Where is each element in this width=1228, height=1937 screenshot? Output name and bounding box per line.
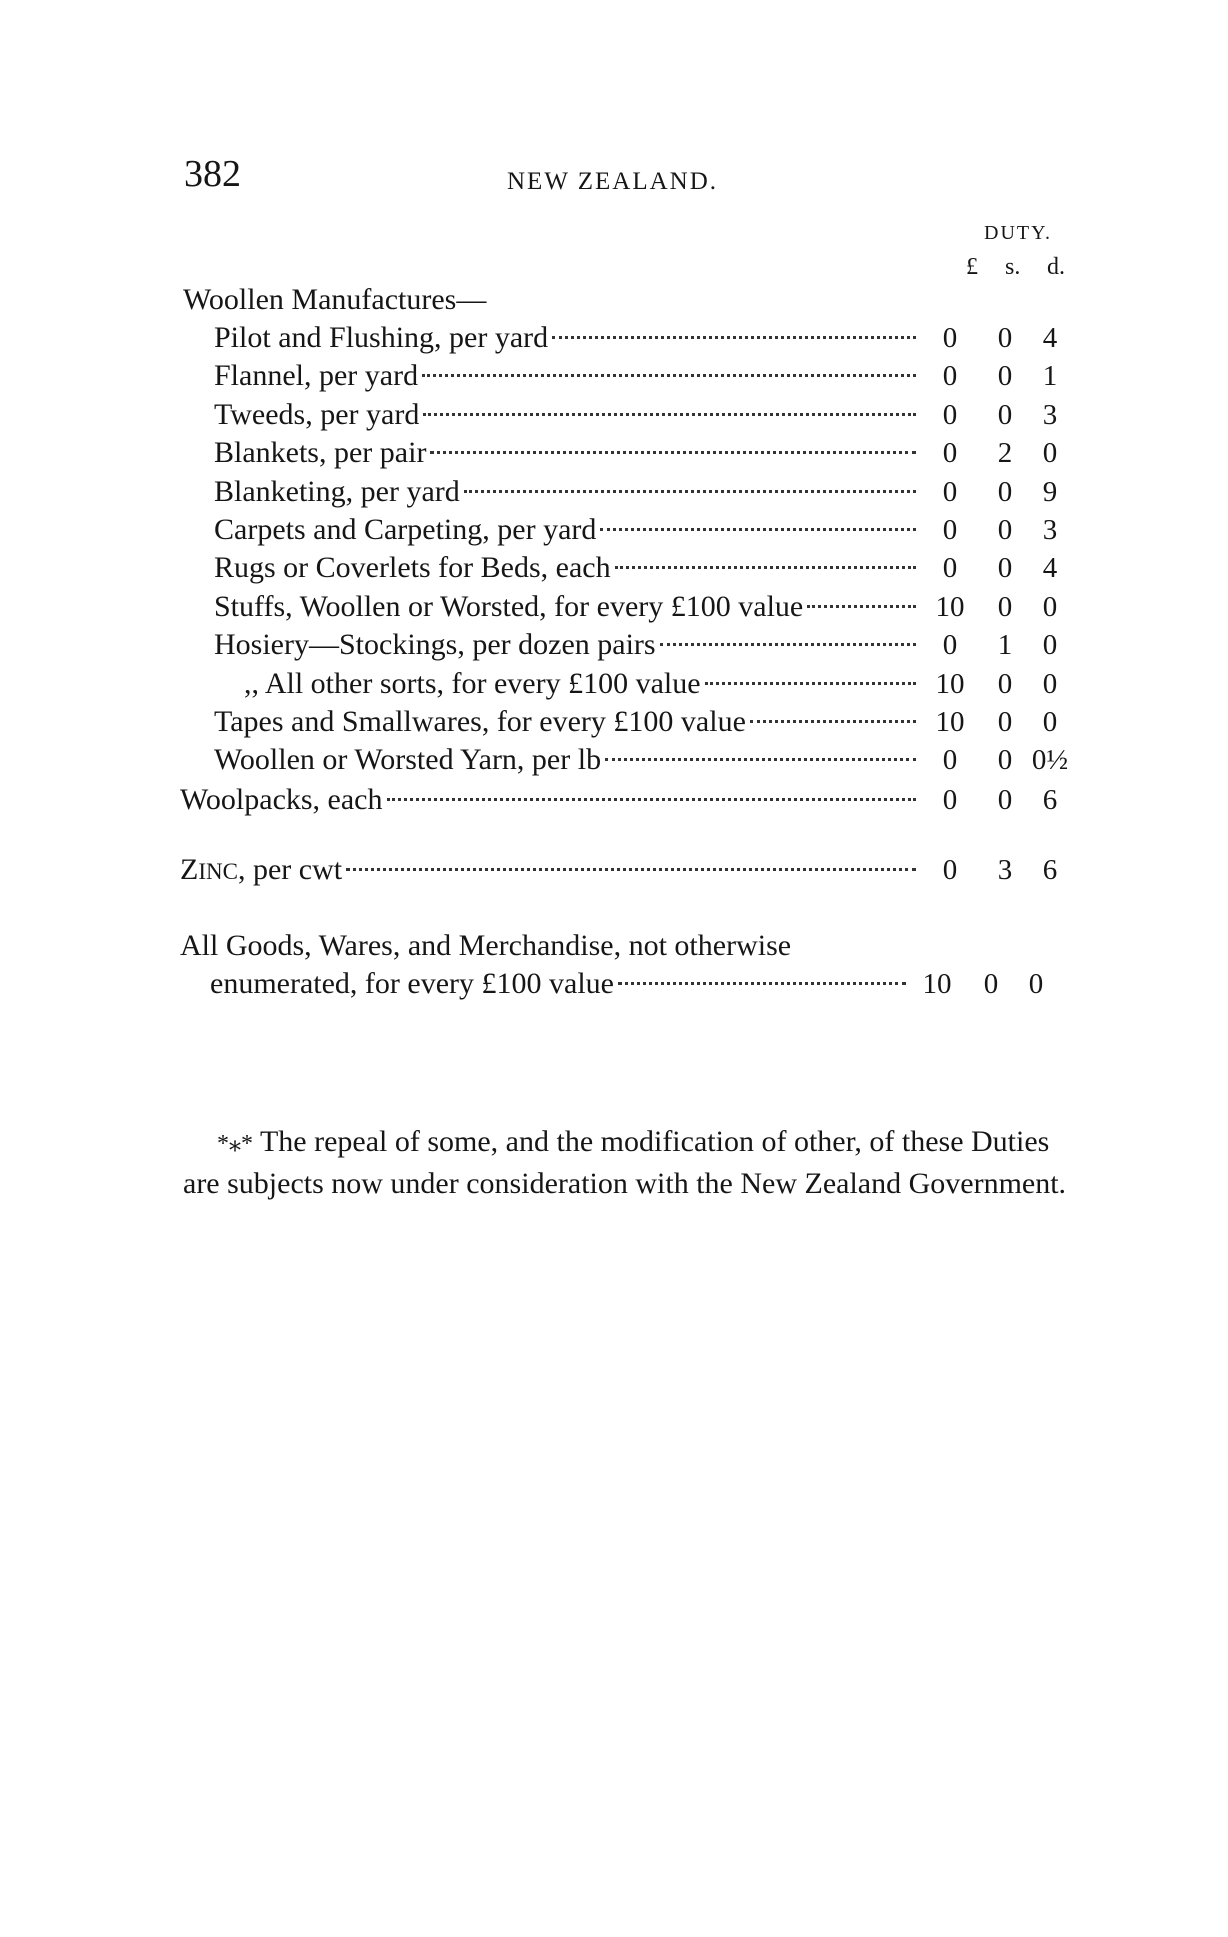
cell-shillings: 0 (997, 591, 1013, 623)
cell-pounds: 10 (922, 968, 952, 1000)
duty-header: DUTY. (984, 222, 1052, 244)
cell-pounds: 0 (942, 784, 958, 816)
cell-pounds: 10 (935, 706, 965, 738)
table-row (214, 435, 916, 471)
cell-shillings: 1 (997, 629, 1013, 661)
cell-shillings: 3 (997, 854, 1013, 886)
cell-pence: 3 (1042, 399, 1058, 431)
woolpacks-row (180, 782, 916, 818)
cell-shillings: 0 (997, 552, 1013, 584)
cell-shillings: 2 (997, 437, 1013, 469)
zinc-row (180, 852, 916, 888)
cell-pence: 0 (1042, 629, 1058, 661)
table-row (214, 550, 916, 586)
row-label: Blankets, per pair (214, 436, 427, 469)
row-label: Woolpacks, each (180, 783, 383, 816)
footnote (183, 1122, 1075, 1204)
cell-pence: 9 (1042, 476, 1058, 508)
column-head-pence: d. (1047, 254, 1065, 280)
leader-dots (387, 797, 917, 801)
all-goods-line1: All Goods, Wares, and Merchandise, not otherwise (180, 929, 792, 962)
cell-pence: 0 (1042, 591, 1058, 623)
table-row (214, 474, 916, 510)
section-heading: Woollen Manufactures— (183, 283, 487, 316)
cell-pence: 4 (1042, 322, 1058, 354)
cell-pounds: 0 (942, 514, 958, 546)
page-number: 382 (184, 153, 241, 195)
column-head-shillings: s. (1005, 254, 1021, 280)
table-row (214, 627, 916, 663)
row-label: ,, All other sorts, for every £100 value (244, 667, 701, 700)
leader-dots (600, 527, 916, 531)
leader-dots (346, 867, 916, 871)
leader-dots (552, 335, 916, 339)
table-row (214, 320, 916, 356)
cell-pounds: 0 (942, 360, 958, 392)
leader-dots (618, 981, 906, 985)
cell-shillings: 0 (997, 706, 1013, 738)
running-title: NEW ZEALAND. (507, 168, 718, 195)
cell-pence: 6 (1042, 854, 1058, 886)
leader-dots (660, 642, 916, 646)
row-label: Hosiery—Stockings, per dozen pairs (214, 628, 656, 661)
leader-dots (750, 719, 916, 723)
cell-pence: 6 (1042, 784, 1058, 816)
cell-pounds: 0 (942, 437, 958, 469)
column-head-pounds: £ (966, 254, 978, 280)
cell-pounds: 10 (935, 591, 965, 623)
leader-dots (423, 412, 916, 416)
cell-pence: 0 (1042, 437, 1058, 469)
table-row (214, 704, 916, 740)
cell-shillings: 0 (997, 744, 1013, 776)
row-label: Rugs or Coverlets for Beds, each (214, 551, 611, 584)
cell-pounds: 0 (942, 476, 958, 508)
table-row (214, 666, 916, 702)
cell-shillings: 0 (983, 968, 999, 1000)
cell-pence: 4 (1042, 552, 1058, 584)
row-label: ZINC, per cwt (180, 853, 343, 886)
cell-pence: 3 (1042, 514, 1058, 546)
leader-dots (615, 565, 916, 569)
table-row (214, 742, 916, 778)
cell-shillings: 0 (997, 360, 1013, 392)
asterism: *⁎* (217, 1131, 253, 1157)
cell-pence: 0 (1028, 968, 1044, 1000)
row-label: enumerated, for every £100 value (210, 967, 614, 1000)
leader-dots (464, 489, 916, 493)
cell-pounds: 0 (942, 322, 958, 354)
cell-pence: 0 (1042, 706, 1058, 738)
footnote-text: The repeal of some, and the modification of other, of these Duties are subjects now under consideration with the New Zealand Government. (183, 1125, 1067, 1200)
table-row (214, 358, 916, 394)
cell-pounds: 0 (942, 399, 958, 431)
cell-shillings: 0 (997, 399, 1013, 431)
table-row (214, 397, 916, 433)
cell-shillings: 0 (997, 784, 1013, 816)
leader-dots (705, 681, 916, 685)
cell-shillings: 0 (997, 476, 1013, 508)
cell-shillings: 0 (997, 322, 1013, 354)
cell-pence: 0½ (1031, 744, 1069, 776)
row-label: Blanketing, per yard (214, 475, 460, 508)
cell-shillings: 0 (997, 668, 1013, 700)
row-label: Carpets and Carpeting, per yard (214, 513, 597, 546)
cell-pounds: 0 (942, 744, 958, 776)
row-label: Woollen or Worsted Yarn, per lb (214, 743, 602, 776)
leader-dots (605, 757, 916, 761)
all-goods-row (210, 966, 906, 1002)
leader-dots (807, 604, 916, 608)
table-row (214, 512, 916, 548)
cell-pounds: 0 (942, 629, 958, 661)
cell-pence: 0 (1042, 668, 1058, 700)
row-label: Pilot and Flushing, per yard (214, 321, 549, 354)
cell-pounds: 10 (935, 668, 965, 700)
leader-dots (430, 450, 916, 454)
cell-shillings: 0 (997, 514, 1013, 546)
table-row (214, 589, 916, 625)
leader-dots (422, 373, 916, 377)
cell-pounds: 0 (942, 854, 958, 886)
cell-pence: 1 (1042, 360, 1058, 392)
row-label: Tapes and Smallwares, for every £100 value (214, 705, 746, 738)
cell-pounds: 0 (942, 552, 958, 584)
row-label: Flannel, per yard (214, 359, 419, 392)
row-label: Stuffs, Woollen or Worsted, for every £100 value (214, 590, 804, 623)
row-label: Tweeds, per yard (214, 398, 420, 431)
